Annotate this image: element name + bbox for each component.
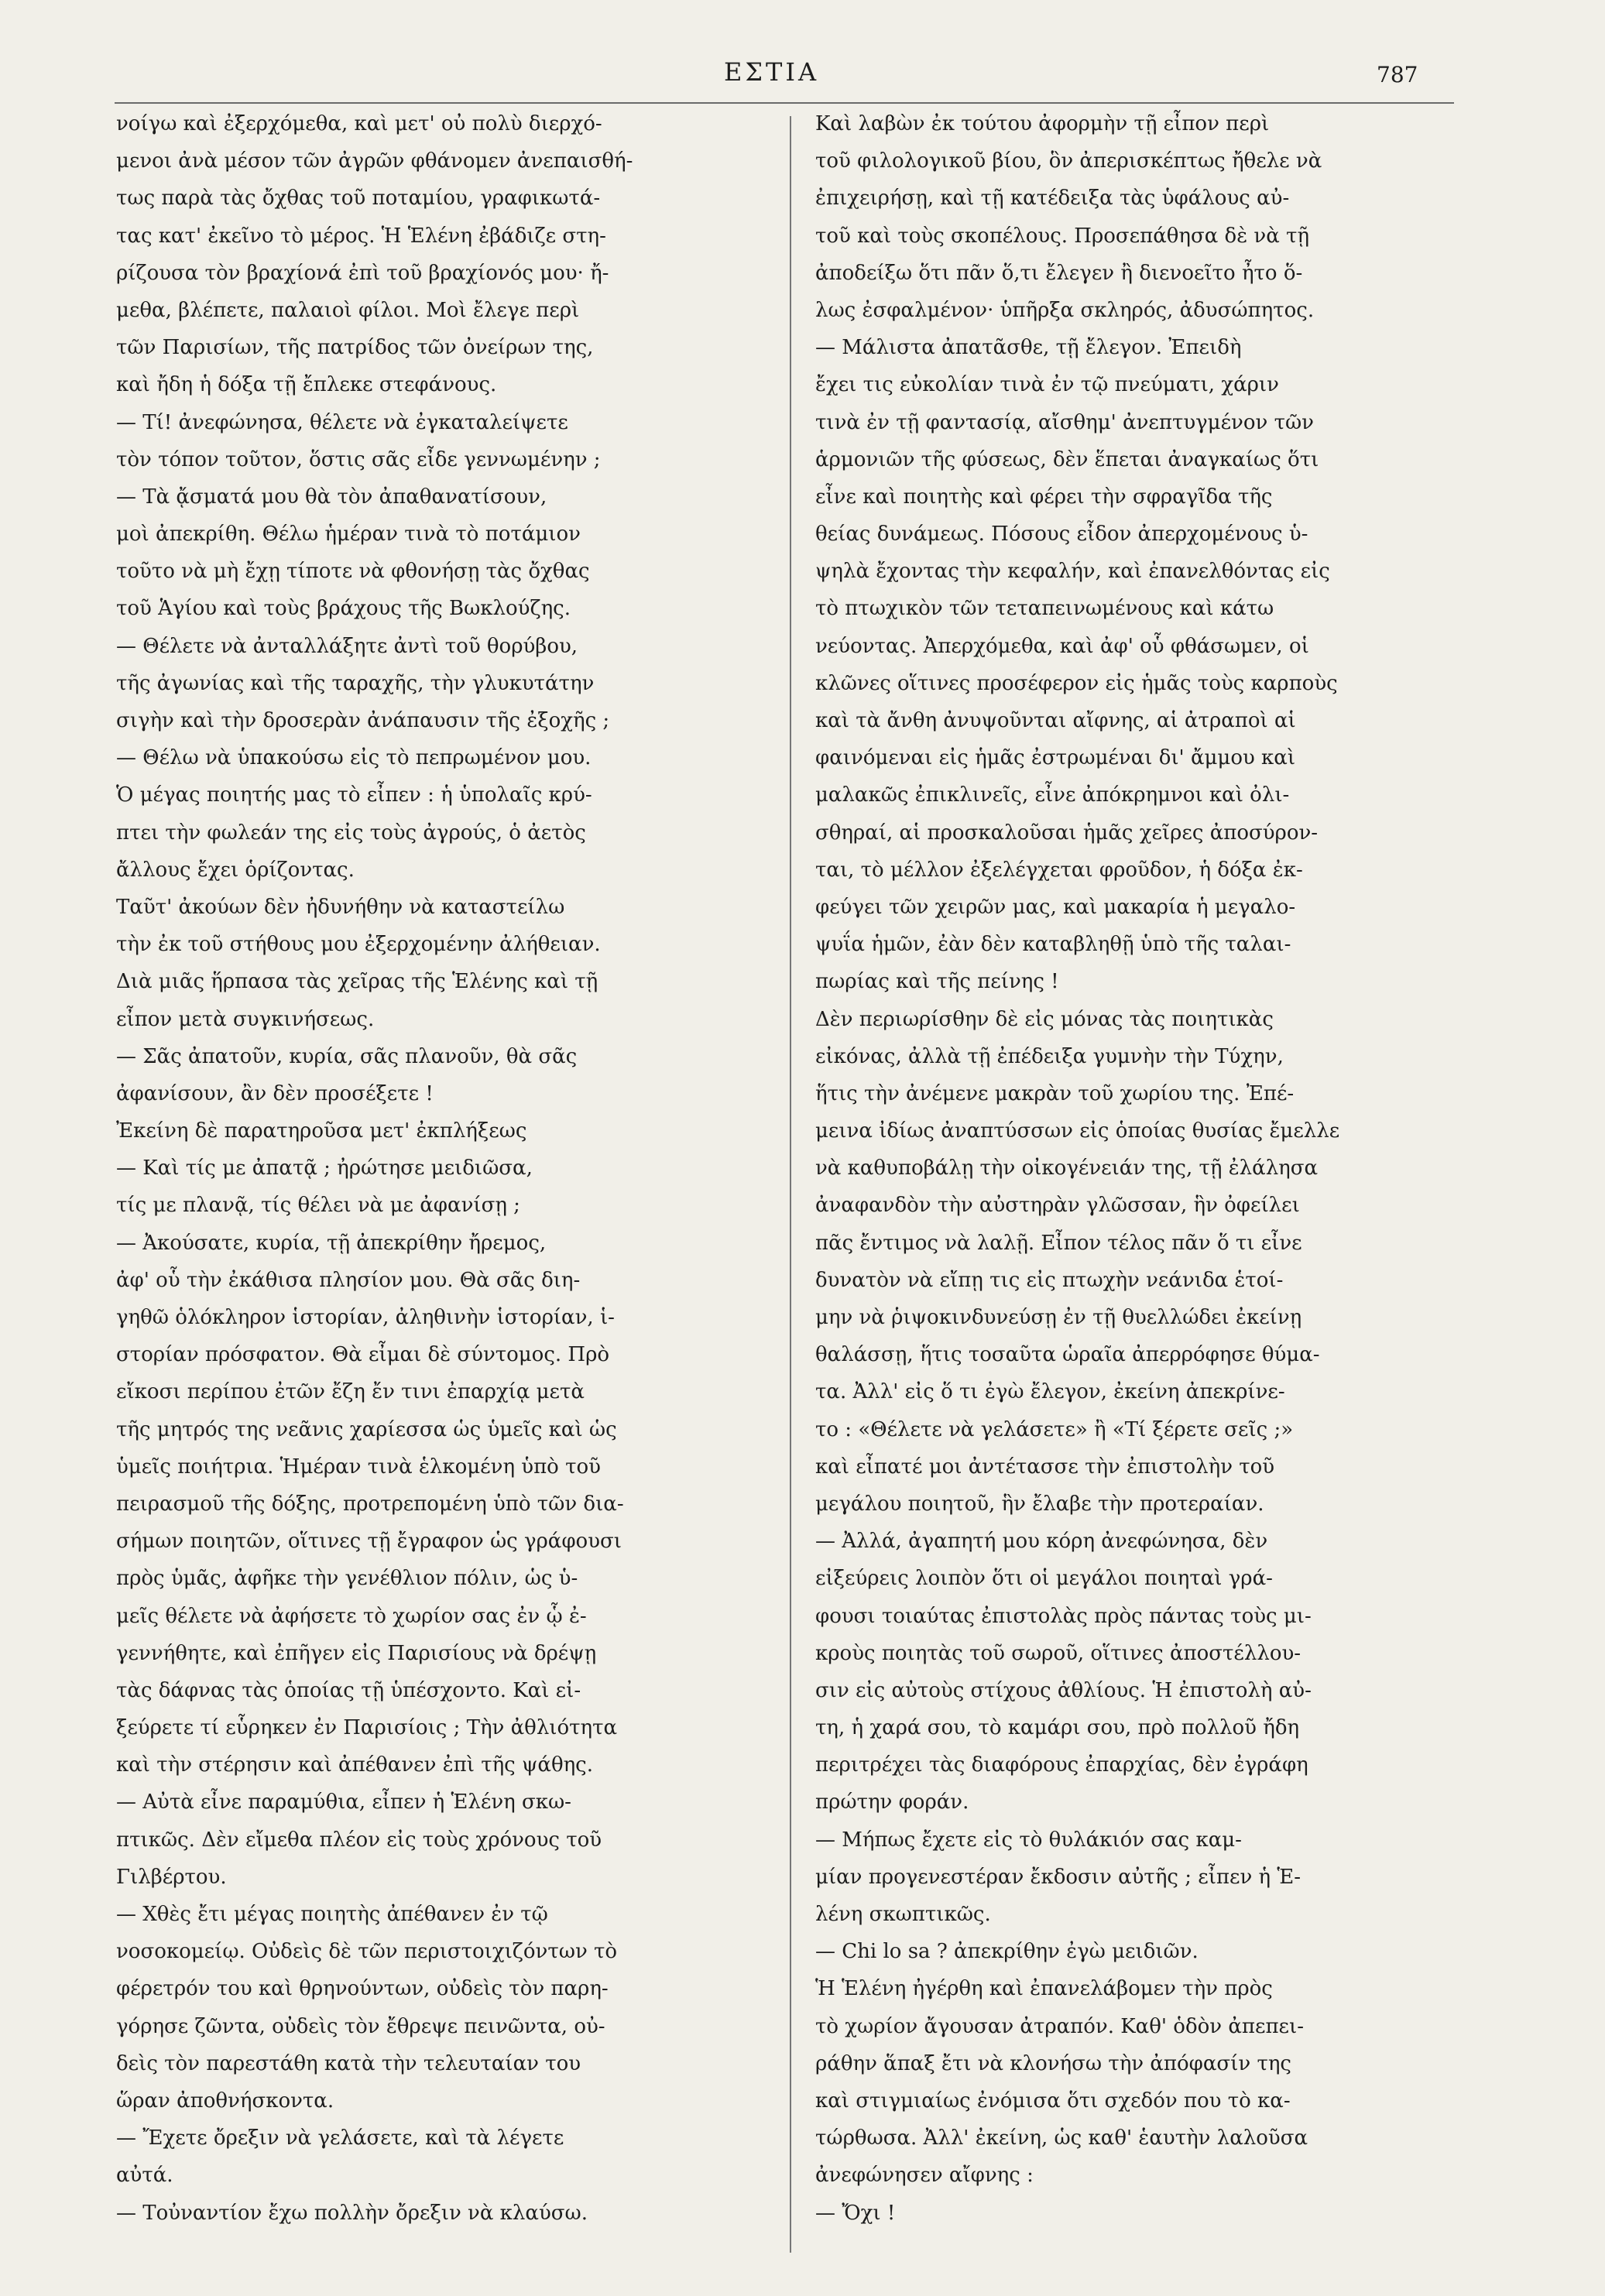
text-line: περιτρέχει τὰς διαφόρους ἐπαρχίας, δὲν ἐγράφη (815, 1753, 1308, 1777)
text-line: εἶνε καὶ ποιητὴς καὶ φέρει τὴν σφραγῖδα τῆς (815, 485, 1273, 509)
text-line: πωρίας καὶ τῆς πείνης ! (815, 970, 1059, 994)
text-line: λως ἐσφαλμένον· ὑπῆρξα σκληρός, ἀδυσώπητος. (815, 298, 1315, 322)
text-line: στορίαν πρόσφατον. Θὰ εἶμαι δὲ σύντομος. Πρὸ (116, 1343, 610, 1367)
text-line: ἀνεφώνησεν αἴφνης : (815, 2164, 1034, 2188)
text-line: κροὺς ποιητὰς τοῦ σωροῦ, οἵτινες ἀποστέλλου- (815, 1641, 1301, 1665)
text-line: καὶ ἤδη ἡ δόξα τῇ ἔπλεκε στεφάνους. (116, 373, 497, 397)
text-line: πρώτην φοράν. (815, 1791, 969, 1815)
text-line: — Θέλω νὰ ὑπακούσω εἰς τὸ πεπρωμένον μου. (116, 746, 592, 770)
text-line: — Σᾶς ἀπατοῦν, κυρία, σᾶς πλανοῦν, θὰ σᾶς (116, 1044, 578, 1068)
text-line: Ὁ μέγας ποιητής μας τὸ εἶπεν : ἡ ὑπολαῖς κρύ- (116, 783, 592, 807)
text-line: μεθα, βλέπετε, παλαιοὶ φίλοι. Μοὶ ἔλεγε περὶ (116, 298, 580, 322)
text-line: Γιλβέρτου. (116, 1865, 227, 1889)
text-line: ἀφανίσουν, ἂν δὲν προσέξετε ! (116, 1081, 434, 1105)
text-line: δυνατὸν νὰ εἴπῃ τις εἰς πτωχὴν νεάνιδα ἑτοί- (815, 1268, 1284, 1292)
text-line: νοσοκομείῳ. Οὐδεὶς δὲ τῶν περιστοιχιζόντων τὸ (116, 1940, 618, 1964)
text-line: πτικῶς. Δὲν εἴμεθα πλέον εἰς τοὺς χρόνους τοῦ (116, 1828, 602, 1852)
page-number: 787 (1377, 62, 1418, 87)
text-line: τὸ πτωχικὸν τῶν τεταπεινωμένους καὶ κάτω (815, 597, 1274, 621)
text-line: — Ἀκούσατε, κυρία, τῇ ἀπεκρίθην ἤρεμος, (116, 1231, 547, 1255)
text-line: μεινα ἰδίως ἀναπτύσσων εἰς ὁποίας θυσίας ἔμελλε (815, 1119, 1340, 1143)
text-line: τοῦ φιλολογικοῦ βίου, ὃν ἀπερισκέπτως ἤθελε νὰ (815, 149, 1322, 173)
text-line: — Τί! ἀνεφώνησα, θέλετε νὰ ἐγκαταλείψετε (116, 410, 568, 434)
text-line: αὐτά. (116, 2164, 173, 2188)
text-line: τώρθωσα. Ἀλλ' ἐκείνη, ὡς καθ' ἑαυτὴν λαλοῦσα (815, 2126, 1308, 2150)
text-line: — Τοὐναντίον ἔχω πολλὴν ὄρεξιν νὰ κλαύσω. (116, 2201, 588, 2225)
text-line: τινὰ ἐν τῇ φαντασίᾳ, αἴσθημ' ἀνεπτυγμένον τῶν (815, 410, 1314, 434)
text-line: τῆς ἀγωνίας καὶ τῆς ταραχῆς, τὴν γλυκυτάτην (116, 671, 595, 695)
text-line: εἰξεύρεις λοιπὸν ὅτι οἱ μεγάλοι ποιηταὶ γρά- (815, 1567, 1273, 1591)
text-line: θείας δυνάμεως. Πόσους εἶδον ἀπερχομένους ὑ- (815, 523, 1308, 547)
text-line: ἄλλους ἔχει ὁρίζοντας. (116, 858, 355, 882)
text-line: Ἐκείνη δὲ παρατηροῦσα μετ' ἐκπλήξεως (116, 1119, 527, 1143)
text-line: μενοι ἀνὰ μέσον τῶν ἀγρῶν φθάνομεν ἀνεπαισθή- (116, 149, 633, 173)
text-line: — Ἀλλά, ἀγαπητή μου κόρη ἀνεφώνησα, δὲν (815, 1530, 1268, 1554)
text-line: τοῦ Ἁγίου καὶ τοὺς βράχους τῆς Βωκλούζης. (116, 597, 571, 621)
text-line: νοίγω καὶ ἐξερχόμεθα, καὶ μετ' οὐ πολὺ διερχό- (116, 112, 602, 135)
text-line: τοῦ καὶ τοὺς σκοπέλους. Προσεπάθησα δὲ νὰ τῇ (815, 224, 1310, 248)
text-line: σθηραί, αἱ προσκαλοῦσαι ἡμᾶς χεῖρες ἀποσύρον- (815, 821, 1319, 845)
text-line: ἀναφανδὸν τὴν αὐστηρὰν γλῶσσαν, ἣν ὀφείλει (815, 1194, 1300, 1218)
text-line: γηθῶ ὁλόκληρον ἱστορίαν, ἀληθινὴν ἱστορίαν, ἱ- (116, 1306, 615, 1329)
text-line: το : «Θέλετε νὰ γελάσετε» ἢ «Τί ξέρετε σεῖς ;» (815, 1417, 1294, 1441)
text-line: Ταῦτ' ἀκούων δὲν ἠδυνήθην νὰ καταστείλω (116, 895, 565, 919)
text-line: δεὶς τὸν παρεστάθη κατὰ τὴν τελευταίαν του (116, 2051, 581, 2075)
text-line: εἰκόνας, ἀλλὰ τῇ ἐπέδειξα γυμνὴν τὴν Τύχην, (815, 1044, 1284, 1068)
text-line: τὰς δάφνας τὰς ὁποίας τῇ ὑπέσχοντο. Καὶ εἰ- (116, 1678, 581, 1702)
column-divider (790, 116, 791, 2253)
running-title: ΕΣΤΙΑ (724, 57, 820, 87)
text-line: — Τὰ ᾄσματά μου θὰ τὸν ἀπαθανατίσουν, (116, 485, 547, 509)
text-line: τως παρὰ τὰς ὄχθας τοῦ ποταμίου, γραφικωτά- (116, 187, 601, 211)
text-line: Διὰ μιᾶς ἥρπασα τὰς χεῖρας τῆς Ἑλένης καὶ τῇ (116, 970, 598, 994)
text-line: σήμων ποιητῶν, οἵτινες τῇ ἔγραφον ὡς γράφουσι (116, 1530, 622, 1554)
text-line: καὶ στιγμιαίως ἐνόμισα ὅτι σχεδόν που τὸ κα- (815, 2089, 1291, 2113)
text-line: μίαν προγενεστέραν ἔκδοσιν αὐτῆς ; εἶπεν ἡ Ἑ- (815, 1865, 1301, 1889)
text-line: ἀποδείξω ὅτι πᾶν ὅ,τι ἔλεγεν ἢ διενοεῖτο ἦτο ὅ- (815, 261, 1303, 285)
text-line: Ἡ Ἑλένη ἠγέρθη καὶ ἐπανελάβομεν τὴν πρὸς (815, 1977, 1273, 2001)
text-line: ὑμεῖς ποιήτρια. Ἡμέραν τινὰ ἑλκομένη ὑπὸ τοῦ (116, 1455, 601, 1479)
text-line: κλῶνες οἵτινες προσέφερον εἰς ἡμᾶς τοὺς καρποὺς (815, 671, 1338, 695)
text-line: ρίζουσα τὸν βραχίονά ἐπὶ τοῦ βραχίονός μου· ἤ- (116, 261, 609, 285)
text-line: ὥραν ἀποθνήσκοντα. (116, 2089, 334, 2113)
text-line: — Ὄχι ! (815, 2201, 896, 2225)
text-line: — Χθὲς ἔτι μέγας ποιητὴς ἀπέθανεν ἐν τῷ (116, 1903, 548, 1926)
text-line: πᾶς ἔντιμος νὰ λαλῇ. Εἶπον τέλος πᾶν ὅ τι εἶνε (815, 1231, 1302, 1255)
text-line: εἴκοσι περίπου ἐτῶν ἔζη ἔν τινι ἐπαρχίᾳ μετὰ (116, 1380, 585, 1404)
text-line: πρὸς ὑμᾶς, ἀφῆκε τὴν γενέθλιον πόλιν, ὡς ὑ- (116, 1567, 578, 1591)
text-line: — Chi lo sa ? ἀπεκρίθην ἐγὼ μειδιῶν. (815, 1940, 1199, 1964)
text-line: εἶπον μετὰ συγκινήσεως. (116, 1007, 375, 1031)
text-line: νὰ καθυποβάλῃ τὴν οἰκογένειάν της, τῇ ἐλάλησα (815, 1157, 1319, 1181)
text-line: ται, τὸ μέλλον ἐξελέγχεται φροῦδον, ἡ δόξα ἐκ- (815, 858, 1303, 882)
text-line: μαλακῶς ἐπικλινεῖς, εἶνε ἀπόκρημνοι καὶ ὀλι- (815, 783, 1290, 807)
text-line: τη, ἡ χαρά σου, τὸ καμάρι σου, πρὸ πολλοῦ ἤδη (815, 1716, 1300, 1740)
text-line: — Καὶ τίς με ἀπατᾷ ; ἠρώτησε μειδιῶσα, (116, 1157, 533, 1181)
text-line: πειρασμοῦ τῆς δόξης, προτρεπομένη ὑπὸ τῶν δια- (116, 1492, 624, 1516)
text-line: φέρετρόν του καὶ θρηνούντων, οὐδεὶς τὸν παρη- (116, 1977, 609, 2001)
text-line: θαλάσσῃ, ἥτις τοσαῦτα ὡραῖα ἀπερρόφησε θύμα- (815, 1343, 1320, 1367)
text-line: Καὶ λαβὼν ἐκ τούτου ἀφορμὴν τῇ εἶπον περὶ (815, 112, 1270, 135)
left-column (116, 105, 774, 2232)
text-line: — Ἔχετε ὄρεξιν νὰ γελάσετε, καὶ τὰ λέγετε (116, 2126, 564, 2150)
text-line: καὶ τὴν στέρησιν καὶ ἀπέθανεν ἐπὶ τῆς ψάθης. (116, 1753, 594, 1777)
text-line: λένη σκωπτικῶς. (815, 1903, 991, 1926)
text-line: καὶ εἶπατέ μοι ἀντέτασσε τὴν ἐπιστολὴν τοῦ (815, 1455, 1275, 1479)
text-line: τῆς μητρός της νεᾶνις χαρίεσσα ὡς ὑμεῖς καὶ ὡς (116, 1417, 617, 1441)
text-line: σιν εἰς αὐτοὺς στίχους ἀθλίους. Ἡ ἐπιστολὴ αὐ- (815, 1678, 1312, 1702)
text-line: τας κατ' ἐκεῖνο τὸ μέρος. Ἡ Ἑλένη ἐβάδιζε στη- (116, 224, 606, 248)
text-line: τὸ χωρίον ἄγουσαν ἀτραπόν. Καθ' ὁδὸν ἀπεπει- (815, 2014, 1304, 2038)
text-line: τοῦτο νὰ μὴ ἔχῃ τίποτε νὰ φθονήσῃ τὰς ὄχθας (116, 560, 590, 584)
text-line: μεῖς θέλετε νὰ ἀφήσετε τὸ χωρίον σας ἐν ᾧ ἐ- (116, 1604, 587, 1628)
text-line: τὴν ἐκ τοῦ στήθους μου ἐξερχομένην ἀλήθειαν. (116, 933, 601, 957)
text-line: φεύγει τῶν χειρῶν μας, καὶ μακαρία ἡ μεγαλο- (815, 895, 1296, 919)
text-line: τὸν τόπον τοῦτον, ὅστις σᾶς εἶδε γεννωμένην ; (116, 447, 601, 471)
text-line: — Μήπως ἔχετε εἰς τὸ θυλάκιόν σας καμ- (815, 1828, 1242, 1852)
text-line: ἐπιχειρήσῃ, καὶ τῇ κατέδειξα τὰς ὑφάλους αὐ- (815, 187, 1290, 211)
text-line: πτει τὴν φωλεάν της εἰς τοὺς ἀγρούς, ὁ ἀετὸς (116, 821, 586, 845)
text-line: μοὶ ἀπεκρίθη. Θέλω ἡμέραν τινὰ τὸ ποτάμιον (116, 523, 581, 547)
text-line: φουσι τοιαύτας ἐπιστολὰς πρὸς πάντας τοὺς μι- (815, 1604, 1312, 1628)
text-line: ψυΐα ἡμῶν, ἐὰν δὲν καταβληθῇ ὑπὸ τῆς ταλαι- (815, 933, 1291, 957)
text-line: Δὲν περιωρίσθην δὲ εἰς μόνας τὰς ποιητικὰς (815, 1007, 1274, 1031)
header-rule (115, 102, 1454, 104)
text-line: ἁρμονιῶν τῆς φύσεως, δὲν ἕπεται ἀναγκαίως ὅτι (815, 447, 1319, 471)
text-line: — Θέλετε νὰ ἀνταλλάξητε ἀντὶ τοῦ θορύβου, (116, 634, 578, 658)
text-line: ἀφ' οὗ τὴν ἐκάθισα πλησίον μου. Θὰ σᾶς διη- (116, 1268, 581, 1292)
text-line: νεύοντας. Ἀπερχόμεθα, καὶ ἀφ' οὗ φθάσωμεν, οἱ (815, 634, 1309, 658)
text-line: — Αὐτὰ εἶνε παραμύθια, εἶπεν ἡ Ἑλένη σκω- (116, 1791, 571, 1815)
text-line: μην νὰ ῥιψοκινδυνεύσῃ ἐν τῇ θυελλώδει ἐκείνῃ (815, 1306, 1302, 1329)
text-line: γόρησε ζῶντα, οὐδεὶς τὸν ἔθρεψε πεινῶντα, οὐ- (116, 2014, 605, 2038)
right-column (815, 105, 1462, 2232)
text-line: ψηλὰ ἔχοντας τὴν κεφαλήν, καὶ ἐπανελθόντας εἰς (815, 560, 1330, 584)
text-line: μεγάλου ποιητοῦ, ἣν ἔλαβε τὴν προτεραίαν. (815, 1492, 1264, 1516)
text-line: τῶν Παρισίων, τῆς πατρίδος τῶν ὀνείρων της, (116, 336, 594, 360)
text-line: — Μάλιστα ἀπατᾶσθε, τῇ ἔλεγον. Ἐπειδὴ (815, 336, 1242, 360)
text-line: ράθην ἅπαξ ἔτι νὰ κλονήσω τὴν ἀπόφασίν της (815, 2051, 1291, 2075)
text-line: ἥτις τὴν ἀνέμενε μακρὰν τοῦ χωρίου της. Ἐπέ- (815, 1081, 1295, 1105)
text-line: ξεύρετε τί εὗρηκεν ἐν Παρισίοις ; Τὴν ἀθλιότητα (116, 1716, 618, 1740)
text-line: τίς με πλανᾷ, τίς θέλει νὰ με ἀφανίσῃ ; (116, 1194, 520, 1218)
text-line: γεννήθητε, καὶ ἐπῆγεν εἰς Παρισίους νὰ δρέψῃ (116, 1641, 597, 1665)
text-line: φαινόμεναι εἰς ἡμᾶς ἐστρωμέναι δι' ἄμμου καὶ (815, 746, 1296, 770)
text-line: τα. Ἀλλ' εἰς ὅ τι ἐγὼ ἔλεγον, ἐκείνη ἀπεκρίνε- (815, 1380, 1285, 1404)
text-line: σιγὴν καὶ τὴν δροσερὰν ἀνάπαυσιν τῆς ἐξοχῆς ; (116, 709, 610, 732)
text-line: ἔχει τις εὐκολίαν τινὰ ἐν τῷ πνεύματι, χάριν (815, 373, 1279, 397)
text-line: καὶ τὰ ἄνθη ἀνυψοῦνται αἴφνης, αἱ ἀτραποὶ αἱ (815, 709, 1296, 732)
